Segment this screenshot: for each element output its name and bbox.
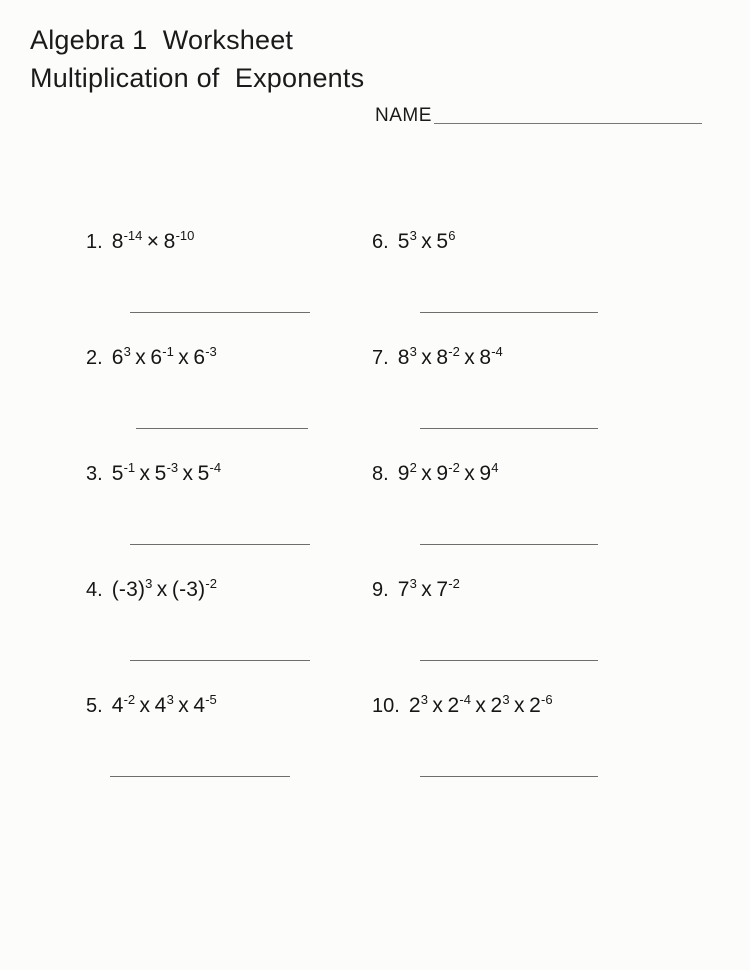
exponent-term [447, 694, 470, 717]
answer-line-3[interactable] [130, 544, 310, 545]
term-base: 7 [436, 578, 449, 601]
term-base: 6 [150, 346, 163, 369]
problem-number: 1. [86, 231, 103, 253]
multiplication-operator: x [427, 694, 448, 717]
term-exponent: -6 [541, 692, 553, 707]
problem-cell-8 [372, 460, 662, 488]
answer-line-10[interactable] [420, 776, 598, 777]
exponent-term [164, 230, 195, 253]
problem-row [0, 344, 750, 460]
term-base: 2 [408, 694, 421, 717]
answer-line-4[interactable] [130, 660, 310, 661]
multiplication-operator: x [416, 346, 437, 369]
exponent-term [193, 694, 216, 717]
problem-expression [112, 228, 195, 256]
exponent-term [398, 230, 417, 253]
exponent-term [112, 346, 131, 369]
multiplication-operator: x [130, 346, 151, 369]
problem-10 [372, 692, 662, 720]
problem-row [0, 460, 750, 576]
exponent-term [436, 346, 459, 369]
problem-2 [86, 344, 376, 372]
term-exponent: -1 [162, 344, 174, 359]
problem-cell-3 [86, 460, 376, 488]
problem-grid [0, 228, 750, 808]
term-base: 8 [479, 346, 492, 369]
multiplication-operator: x [470, 694, 491, 717]
term-base: 8 [163, 230, 176, 253]
term-exponent: 3 [409, 576, 417, 591]
exponent-term [155, 694, 174, 717]
problem-1 [86, 228, 376, 256]
exponent-term [479, 462, 498, 485]
problem-expression [398, 576, 460, 604]
term-exponent: 4 [491, 460, 499, 475]
problem-9 [372, 576, 662, 604]
problem-number: 9. [372, 579, 389, 601]
problem-cell-4 [86, 576, 376, 604]
exponent-term [198, 462, 221, 485]
term-base: 8 [436, 346, 449, 369]
term-base: 5 [436, 230, 449, 253]
term-base: 5 [397, 230, 410, 253]
problem-expression [112, 576, 217, 604]
multiplication-operator: x [416, 462, 437, 485]
problem-number: 5. [86, 695, 103, 717]
answer-line-9[interactable] [420, 660, 598, 661]
answer-line-1[interactable] [130, 312, 310, 313]
problem-number: 8. [372, 463, 389, 485]
term-exponent: 3 [145, 576, 153, 591]
term-base: 6 [111, 346, 124, 369]
term-base: 5 [111, 462, 124, 485]
problem-6 [372, 228, 662, 256]
problem-cell-10 [372, 692, 662, 720]
problem-cell-5 [86, 692, 376, 720]
term-base: 8 [397, 346, 410, 369]
multiplication-operator: x [135, 694, 155, 717]
term-exponent: -2 [448, 344, 460, 359]
term-exponent: 3 [409, 228, 417, 243]
exponent-term [112, 230, 143, 253]
term-exponent: -1 [123, 460, 136, 475]
problem-row [0, 228, 750, 344]
problem-8 [372, 460, 662, 488]
exponent-term [398, 578, 417, 601]
problem-row [0, 576, 750, 692]
term-base: 4 [193, 694, 206, 717]
term-exponent: 3 [409, 344, 417, 359]
exponent-term [193, 346, 216, 369]
problem-4 [86, 576, 376, 604]
problem-number: 3. [86, 463, 103, 485]
term-exponent: -10 [175, 228, 195, 243]
multiplication-operator: x [416, 578, 437, 601]
worksheet-header [30, 22, 720, 96]
term-exponent: -4 [459, 692, 471, 707]
multiplication-operator: x [135, 462, 155, 485]
term-base: 2 [529, 694, 541, 717]
problem-number: 7. [372, 347, 389, 369]
multiplication-operator: x [152, 578, 172, 601]
exponent-term [172, 578, 217, 601]
term-exponent: 3 [166, 692, 174, 707]
term-exponent: -5 [205, 692, 217, 707]
problem-7 [372, 344, 662, 372]
term-base: 9 [397, 462, 410, 485]
exponent-term [398, 346, 417, 369]
name-label: NAME [375, 105, 432, 126]
term-base: 7 [397, 578, 410, 601]
exponent-term [398, 462, 417, 485]
exponent-term [436, 230, 455, 253]
exponent-term [155, 462, 178, 485]
problem-expression [398, 344, 503, 372]
problem-expression [409, 692, 553, 720]
exponent-term [529, 694, 552, 717]
term-base: 5 [154, 462, 167, 485]
term-base: 8 [111, 230, 124, 253]
term-exponent: -2 [448, 576, 460, 591]
multiplication-operator: x [459, 346, 480, 369]
multiplication-operator: × [142, 230, 164, 253]
problem-number: 6. [372, 231, 389, 253]
problem-expression [112, 460, 221, 488]
answer-line-6[interactable] [420, 312, 598, 313]
multiplication-operator: x [178, 462, 198, 485]
term-base: 5 [197, 462, 210, 485]
problem-expression [112, 344, 217, 372]
exponent-term [479, 346, 502, 369]
term-exponent: -2 [205, 576, 217, 591]
problem-expression [398, 460, 499, 488]
problem-number: 2. [86, 347, 103, 369]
exponent-term [112, 578, 153, 601]
exponent-term [112, 462, 135, 485]
problem-expression [398, 228, 456, 256]
problem-expression [112, 692, 217, 720]
term-base: 2 [490, 694, 503, 717]
term-base: 9 [479, 462, 492, 485]
name-field-row [375, 105, 702, 127]
term-exponent: 3 [123, 344, 131, 359]
problem-5 [86, 692, 376, 720]
term-exponent: -3 [166, 460, 179, 475]
answer-line-2[interactable] [136, 428, 308, 429]
answer-line-7[interactable] [420, 428, 598, 429]
worksheet-title-line-1: Algebra 1 Worksheet [30, 25, 294, 55]
multiplication-operator: x [416, 230, 437, 253]
term-base: 2 [447, 694, 460, 717]
name-write-in-line[interactable] [434, 123, 702, 124]
exponent-term [490, 694, 509, 717]
multiplication-operator: x [173, 346, 194, 369]
multiplication-operator: x [459, 462, 480, 485]
multiplication-operator: x [509, 694, 530, 717]
exponent-term [150, 346, 173, 369]
problem-cell-7 [372, 344, 662, 372]
problem-cell-1 [86, 228, 376, 256]
multiplication-operator: x [173, 694, 194, 717]
term-exponent: -2 [123, 692, 136, 707]
term-base: 4 [111, 694, 124, 717]
answer-line-8[interactable] [420, 544, 598, 545]
term-base: (-3) [171, 578, 206, 601]
term-exponent: -4 [491, 344, 503, 359]
problem-number: 4. [86, 579, 103, 601]
exponent-term [409, 694, 428, 717]
exponent-term [436, 462, 459, 485]
term-base: 6 [193, 346, 206, 369]
term-exponent: -14 [123, 228, 143, 243]
term-exponent: -2 [448, 460, 460, 475]
exponent-term [436, 578, 459, 601]
worksheet-title-line-2: Multiplication of Exponents [30, 63, 365, 93]
problem-row [0, 692, 750, 808]
term-exponent: -4 [209, 460, 222, 475]
problem-3 [86, 460, 376, 488]
exponent-term [112, 694, 135, 717]
problem-cell-6 [372, 228, 662, 256]
term-exponent: -3 [205, 344, 217, 359]
problem-cell-2 [86, 344, 376, 372]
term-base: 9 [436, 462, 449, 485]
problem-number: 10. [372, 695, 400, 717]
term-base: (-3) [111, 578, 146, 601]
term-base: 4 [154, 694, 167, 717]
problem-cell-9 [372, 576, 662, 604]
term-exponent: 3 [502, 692, 510, 707]
term-exponent: 6 [448, 228, 456, 243]
term-exponent: 3 [420, 692, 428, 707]
answer-line-5[interactable] [110, 776, 290, 777]
term-exponent: 2 [409, 460, 417, 475]
